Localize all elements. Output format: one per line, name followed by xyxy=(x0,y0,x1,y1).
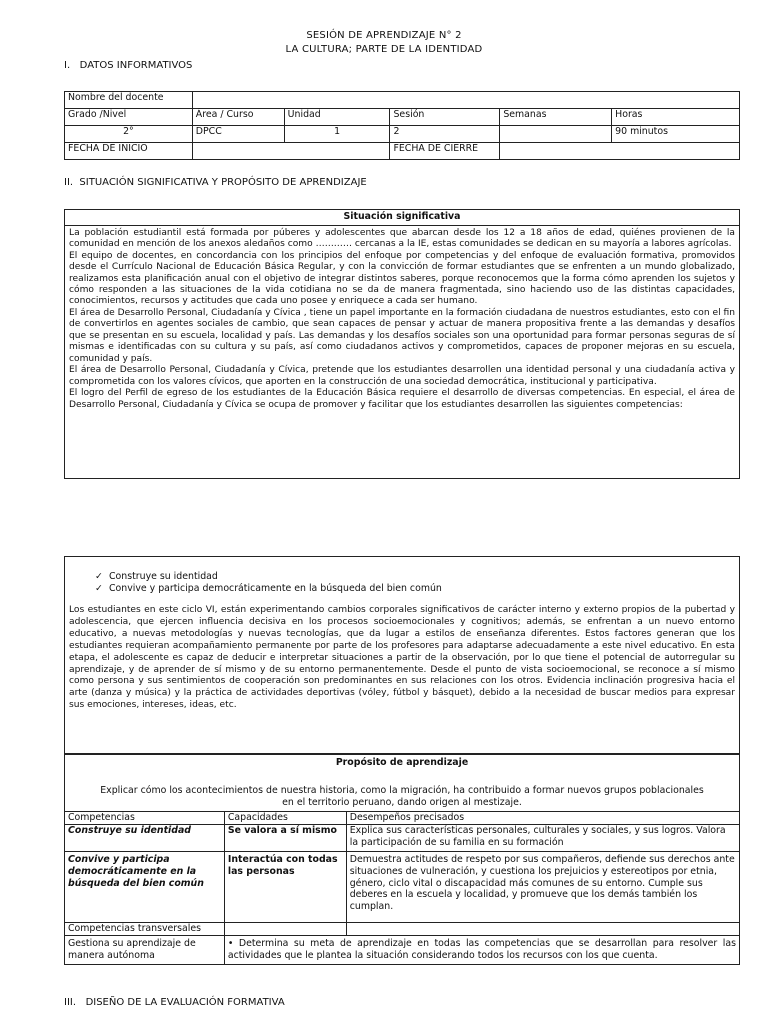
table-row xyxy=(65,852,740,923)
table-row xyxy=(65,109,740,126)
ciclo-description: Los estudiantes en este ciclo VI, están experimentando cambios corporales significativos de carácter interno y externo propios de la pubertad y adolescencia, que ejercen influencia decisiva en los procesos socioemocionales y cognitivos; además, se enfrentan a un nuevo entorno educativo, a nuevas metodologías y nuevas tecnologías, que da lugar a estilos de enseñanza diferentes. Estos factores generan que los estudiantes requieran acompañamiento permanente por parte de los profesores para adaptarse adecuadamente a este nivel educativo. En esta etapa, el adolescente es capaz de deducir e interpretar situaciones a partir de la observación, por lo que tiene el potencial de autorregular su aprendizaje, y de aprender de sí mismo y de su entorno permanentemente. Desde el punto de vista socioemocional, se reconoce a sí mismo como persona y sus sentimientos de cooperación son predominantes en sus relaciones con los otros. Evidencia inclinación progresiva hacia el arte (danza y música) y la práctica de actividades deportivas (vóley, fútbol y básquet), debido a la necesidad de buscar medios para expresar sus emociones, intereses, ideas, etc. xyxy=(69,605,735,710)
table-row xyxy=(65,923,740,936)
table-row xyxy=(65,755,740,780)
empty-cell xyxy=(346,923,739,936)
fecha-cierre-label: FECHA DE CIERRE xyxy=(390,143,500,160)
semanas-label: Semanas xyxy=(500,109,612,126)
docente-label: Nombre del docente xyxy=(65,92,193,109)
unidad-label: Unidad xyxy=(284,109,390,126)
fecha-inicio-value xyxy=(192,143,390,160)
table-row xyxy=(65,779,740,812)
list-item xyxy=(95,583,739,595)
sesion-value: 2 xyxy=(390,126,500,143)
horas-value: 90 minutos xyxy=(612,126,740,143)
grado-label: Grado /Nivel xyxy=(65,109,193,126)
proposito-table xyxy=(64,754,740,965)
transversales-label: Competencias transversales xyxy=(65,923,225,936)
competencias-list xyxy=(95,571,739,595)
section-heading-situacion: II. SITUACIÓN SIGNIFICATIVA Y PROPÓSITO DE APRENDIZAJE xyxy=(64,177,367,188)
col-header-desempenos: Desempeños precisados xyxy=(346,812,739,825)
fecha-inicio-label: FECHA DE INICIO xyxy=(65,143,193,160)
table-row xyxy=(65,143,740,160)
competencia-cell: Construye su identidad xyxy=(65,825,225,852)
session-subtitle: LA CULTURA; PARTE DE LA IDENTIDAD xyxy=(285,44,483,55)
checkmark-icon: ✓ xyxy=(95,571,103,582)
situacion-significativa-box xyxy=(64,209,740,479)
competencia-item-label: Construye su identidad xyxy=(109,571,218,582)
desempeno-cell: Demuestra actitudes de respeto por sus compañeros, defiende sus derechos ante situaciones de vulneración, y cuestiona los prejuicios y estereotipos por etnia, género, ciclo vital o discapacidad más comunes de su entorno. Cumple sus deberes en la escuela y localidad, y promueve que los demás también los cumplan. xyxy=(346,852,739,923)
proposito-heading: Propósito de aprendizaje xyxy=(65,755,740,780)
competencias-box xyxy=(64,556,740,754)
sesion-label: Sesión xyxy=(390,109,500,126)
session-title: SESIÓN DE APRENDIZAJE N° 2 xyxy=(306,30,462,41)
horas-label: Horas xyxy=(612,109,740,126)
competencia-transversal-cell: Gestiona su aprendizaje de manera autónoma xyxy=(65,935,225,964)
grado-value: 2° xyxy=(65,126,193,143)
capacidad-cell: Interactúa con todas las personas xyxy=(224,852,346,923)
proposito-text: Explicar cómo los acontecimientos de nuestra historia, como la migración, ha contribuido a formar nuevos grupos poblacionales en el territorio peruano, dando origen al mestizaje. xyxy=(65,779,740,812)
table-row xyxy=(65,812,740,825)
area-label: Área / Curso xyxy=(192,109,284,126)
situacion-paragraph: El área de Desarrollo Personal, Ciudadanía y Cívica, pretende que los estudiantes desarrollen una identidad personal y una ciudadanía activa y comprometida con los valores cívicos, que aporten en la construcción de una sociedad democrática, institucional y participativa. xyxy=(69,365,735,387)
unidad-value: 1 xyxy=(284,126,390,143)
fecha-cierre-value xyxy=(500,143,740,160)
list-item xyxy=(95,571,739,583)
table-row xyxy=(65,825,740,852)
section-heading-evaluacion: III. DISEÑO DE LA EVALUACIÓN FORMATIVA xyxy=(64,997,285,1008)
col-header-competencias: Competencias xyxy=(65,812,225,825)
table-row xyxy=(65,92,740,109)
desempeno-transversal-cell: • Determina su meta de aprendizaje en todas las competencias que se desarrollan para resolver las actividades que le plantea la situación considerando todos los recursos con los que cuenta. xyxy=(224,935,739,964)
situacion-paragraph: El área de Desarrollo Personal, Ciudadanía y Cívica , tiene un papel importante en la formación ciudadana de nuestros estudiantes, esto con el fin de convertirlos en agentes sociales de cambio, que sean capaces de pensar y actuar de manera propositiva frente a las demandas y desafíos que se presentan en su escuela, localidad y país. Las demandas y los desafíos sociales son una oportunidad para formar personas seguras de sí mismas e identificadas con su cultura y su país, así como ciudadanos activos y comprometidos, capaces de proponer mejoras en su escuela, comunidad y país. xyxy=(69,307,735,364)
situacion-paragraph: La población estudiantil está formada por púberes y adolescentes que abarcan desde los 12 a 18 años de edad, quiénes provienen de la comunidad en mención de los anexos aledaños como ………… cercanas a la IE, estas comunidades se dedican en su mayoría a labores agrícolas. xyxy=(69,227,735,250)
docente-value xyxy=(192,92,739,109)
situacion-heading: Situación significativa xyxy=(65,210,739,226)
competencia-cell: Convive y participa democráticamente en la búsqueda del bien común xyxy=(65,852,225,923)
situacion-paragraph: El equipo de docentes, en concordancia con los principios del enfoque por competencias y del enfoque de evaluación formativa, promovidos desde el Currículo Nacional de Educación Básica Regular, y con la convicción de formar estudiantes que se enfrenten a un mundo globalizado, realizamos esta planificación anual con el objetivo de integrar distintos saberes, porque reconocemos que la forma cómo aprenden los sujetos y cómo responden a las situaciones de la vida cotidiana no se da de manera fragmentada, sino haciendo uso de las distintas capacidades, conocimientos, recursos y actitudes que cada uno posee y enriquece a cada ser humano. xyxy=(69,250,735,307)
semanas-value xyxy=(500,126,612,143)
situacion-body xyxy=(65,226,739,411)
area-value: DPCC xyxy=(192,126,284,143)
situacion-paragraph: El logro del Perfil de egreso de los estudiantes de la Educación Básica requiere el desarrollo de diversas competencias. En especial, el área de Desarrollo Personal, Ciudadanía y Cívica se ocupa de promover y facilitar que los estudiantes desarrollen las siguientes competencias: xyxy=(69,388,735,410)
col-header-capacidades: Capacidades xyxy=(224,812,346,825)
checkmark-icon: ✓ xyxy=(95,583,103,595)
competencia-item-label: Convive y participa democráticamente en la búsqueda del bien común xyxy=(109,583,442,595)
table-row xyxy=(65,935,740,964)
empty-cell xyxy=(224,923,346,936)
section-heading-datos: I. DATOS INFORMATIVOS xyxy=(64,60,193,71)
datos-informativos-table xyxy=(64,91,740,160)
table-row xyxy=(65,126,740,143)
desempeno-cell: Explica sus características personales, culturales y sociales, y sus logros. Valora la participación de su familia en su formación xyxy=(346,825,739,852)
capacidad-cell: Se valora a sí mismo xyxy=(224,825,346,852)
